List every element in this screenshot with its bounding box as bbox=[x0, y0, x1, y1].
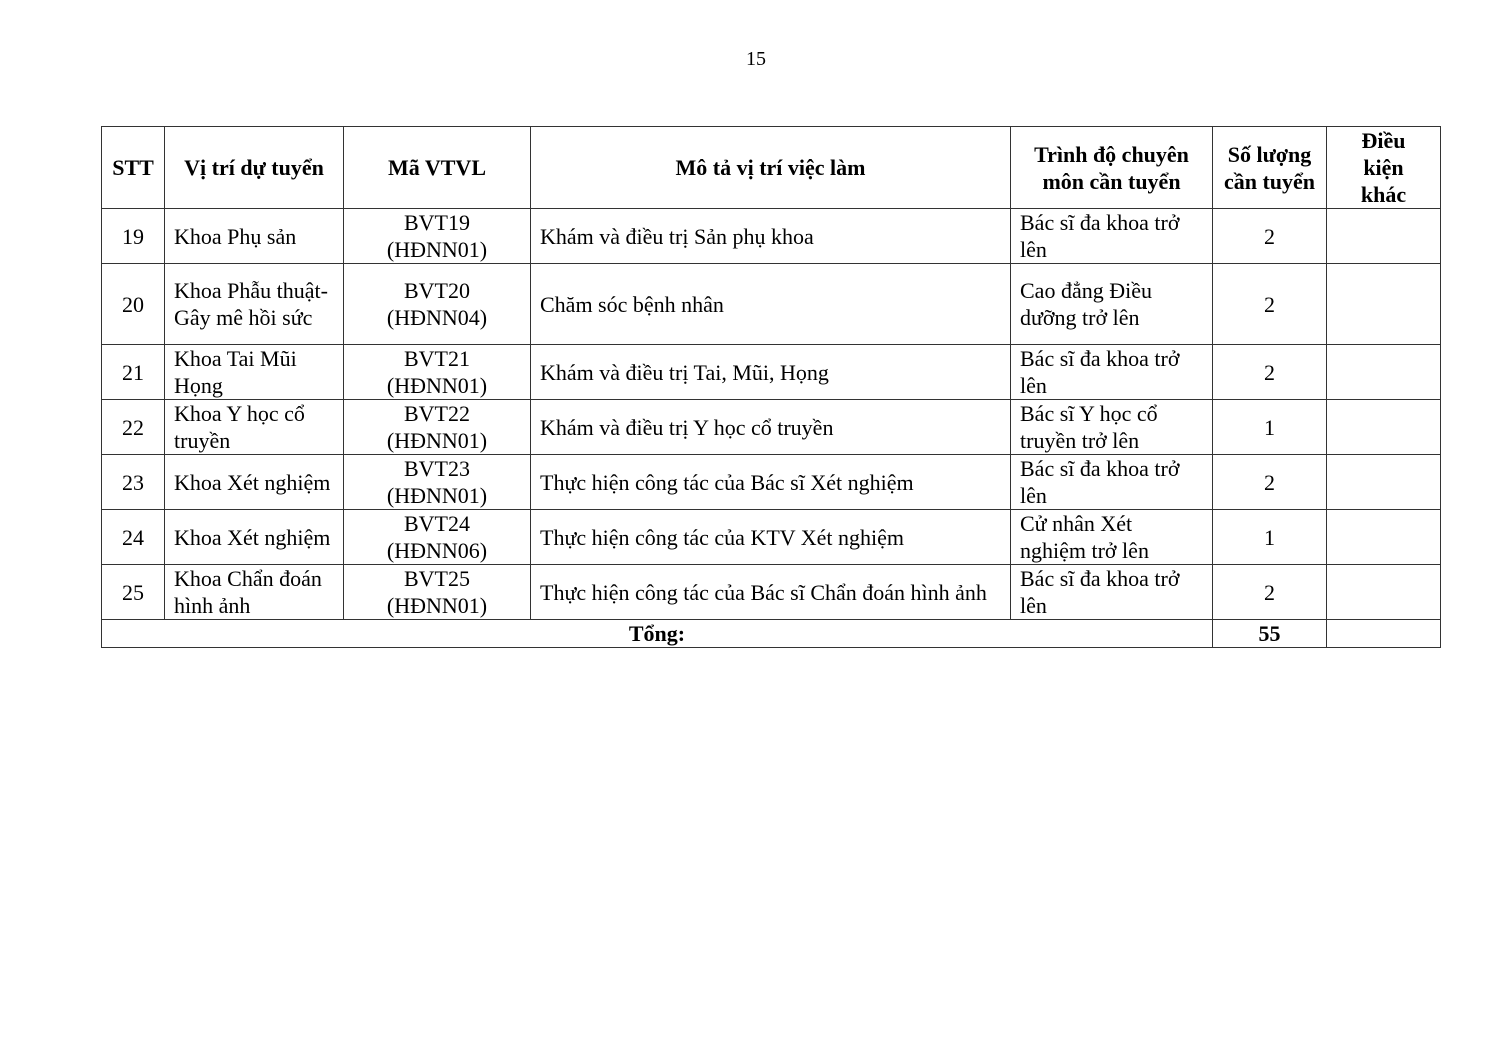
code-line: (HĐNN01) bbox=[386, 483, 488, 508]
cell-description: Khám và điều trị Y học cổ truyền bbox=[531, 400, 1011, 455]
code-line: (HĐNN06) bbox=[386, 538, 488, 563]
code-line: (HĐNN01) bbox=[386, 428, 488, 453]
cell-code bbox=[344, 400, 531, 455]
page-number: 15 bbox=[746, 48, 766, 70]
header-code: Mã VTVL bbox=[344, 127, 531, 209]
cell-position: Khoa Chẩn đoán hình ảnh bbox=[165, 565, 344, 620]
cell-position: Khoa Phẫu thuật-Gây mê hồi sức bbox=[165, 264, 344, 345]
code-line: BVT25 bbox=[404, 566, 470, 591]
code-line: BVT22 bbox=[404, 401, 470, 426]
table-row bbox=[102, 400, 1441, 455]
cell-stt: 21 bbox=[102, 345, 165, 400]
cell-other bbox=[1327, 565, 1441, 620]
total-other bbox=[1327, 620, 1441, 648]
cell-quantity: 2 bbox=[1213, 209, 1327, 264]
table-row bbox=[102, 264, 1441, 345]
cell-stt: 20 bbox=[102, 264, 165, 345]
cell-other bbox=[1327, 209, 1441, 264]
table-row bbox=[102, 209, 1441, 264]
cell-description: Thực hiện công tác của KTV Xét nghiệm bbox=[531, 510, 1011, 565]
cell-other bbox=[1327, 345, 1441, 400]
header-other-conditions: Điều kiện khác bbox=[1327, 127, 1441, 209]
cell-qualification: Bác sĩ đa khoa trở lên bbox=[1011, 345, 1213, 400]
cell-qualification: Cử nhân Xét nghiệm trở lên bbox=[1011, 510, 1213, 565]
total-quantity: 55 bbox=[1213, 620, 1327, 648]
cell-code bbox=[344, 264, 531, 345]
code-line: (HĐNN04) bbox=[386, 305, 488, 330]
cell-qualification: Bác sĩ Y học cổ truyền trở lên bbox=[1011, 400, 1213, 455]
total-label: Tổng: bbox=[102, 620, 1213, 648]
cell-qualification: Bác sĩ đa khoa trở lên bbox=[1011, 565, 1213, 620]
table-row bbox=[102, 455, 1441, 510]
cell-position: Khoa Xét nghiệm bbox=[165, 455, 344, 510]
cell-stt: 23 bbox=[102, 455, 165, 510]
cell-code bbox=[344, 209, 531, 264]
cell-description: Thực hiện công tác của Bác sĩ Xét nghiệm bbox=[531, 455, 1011, 510]
header-stt: STT bbox=[102, 127, 165, 209]
table-row bbox=[102, 565, 1441, 620]
cell-code bbox=[344, 510, 531, 565]
cell-description: Thực hiện công tác của Bác sĩ Chẩn đoán hình ảnh bbox=[531, 565, 1011, 620]
cell-other bbox=[1327, 510, 1441, 565]
cell-quantity: 1 bbox=[1213, 510, 1327, 565]
cell-quantity: 2 bbox=[1213, 455, 1327, 510]
cell-code bbox=[344, 565, 531, 620]
code-line: BVT19 bbox=[404, 210, 470, 235]
cell-qualification: Bác sĩ đa khoa trở lên bbox=[1011, 455, 1213, 510]
cell-description: Chăm sóc bệnh nhân bbox=[531, 264, 1011, 345]
code-line: (HĐNN01) bbox=[386, 237, 488, 262]
recruitment-table bbox=[101, 126, 1441, 648]
cell-other bbox=[1327, 455, 1441, 510]
cell-stt: 22 bbox=[102, 400, 165, 455]
header-qualification: Trình độ chuyên môn cần tuyển bbox=[1011, 127, 1213, 209]
code-line: BVT20 bbox=[404, 278, 470, 303]
header-quantity: Số lượng cần tuyển bbox=[1213, 127, 1327, 209]
cell-qualification: Bác sĩ đa khoa trở lên bbox=[1011, 209, 1213, 264]
code-line: BVT21 bbox=[404, 346, 470, 371]
cell-code bbox=[344, 455, 531, 510]
code-line: (HĐNN01) bbox=[386, 593, 488, 618]
code-line: (HĐNN01) bbox=[386, 373, 488, 398]
cell-position: Khoa Phụ sản bbox=[165, 209, 344, 264]
cell-stt: 25 bbox=[102, 565, 165, 620]
table-row bbox=[102, 345, 1441, 400]
cell-quantity: 2 bbox=[1213, 345, 1327, 400]
cell-qualification: Cao đẳng Điều dưỡng trở lên bbox=[1011, 264, 1213, 345]
header-position: Vị trí dự tuyển bbox=[165, 127, 344, 209]
cell-description: Khám và điều trị Sản phụ khoa bbox=[531, 209, 1011, 264]
cell-position: Khoa Y học cổ truyền bbox=[165, 400, 344, 455]
cell-stt: 19 bbox=[102, 209, 165, 264]
cell-quantity: 1 bbox=[1213, 400, 1327, 455]
code-line: BVT23 bbox=[404, 456, 470, 481]
cell-quantity: 2 bbox=[1213, 264, 1327, 345]
cell-other bbox=[1327, 400, 1441, 455]
cell-stt: 24 bbox=[102, 510, 165, 565]
cell-description: Khám và điều trị Tai, Mũi, Họng bbox=[531, 345, 1011, 400]
cell-position: Khoa Tai Mũi Họng bbox=[165, 345, 344, 400]
total-row bbox=[102, 620, 1441, 648]
cell-other bbox=[1327, 264, 1441, 345]
code-line: BVT24 bbox=[404, 511, 470, 536]
table-header-row bbox=[102, 127, 1441, 209]
cell-quantity: 2 bbox=[1213, 565, 1327, 620]
cell-code bbox=[344, 345, 531, 400]
cell-position: Khoa Xét nghiệm bbox=[165, 510, 344, 565]
header-description: Mô tả vị trí việc làm bbox=[531, 127, 1011, 209]
table-row bbox=[102, 510, 1441, 565]
